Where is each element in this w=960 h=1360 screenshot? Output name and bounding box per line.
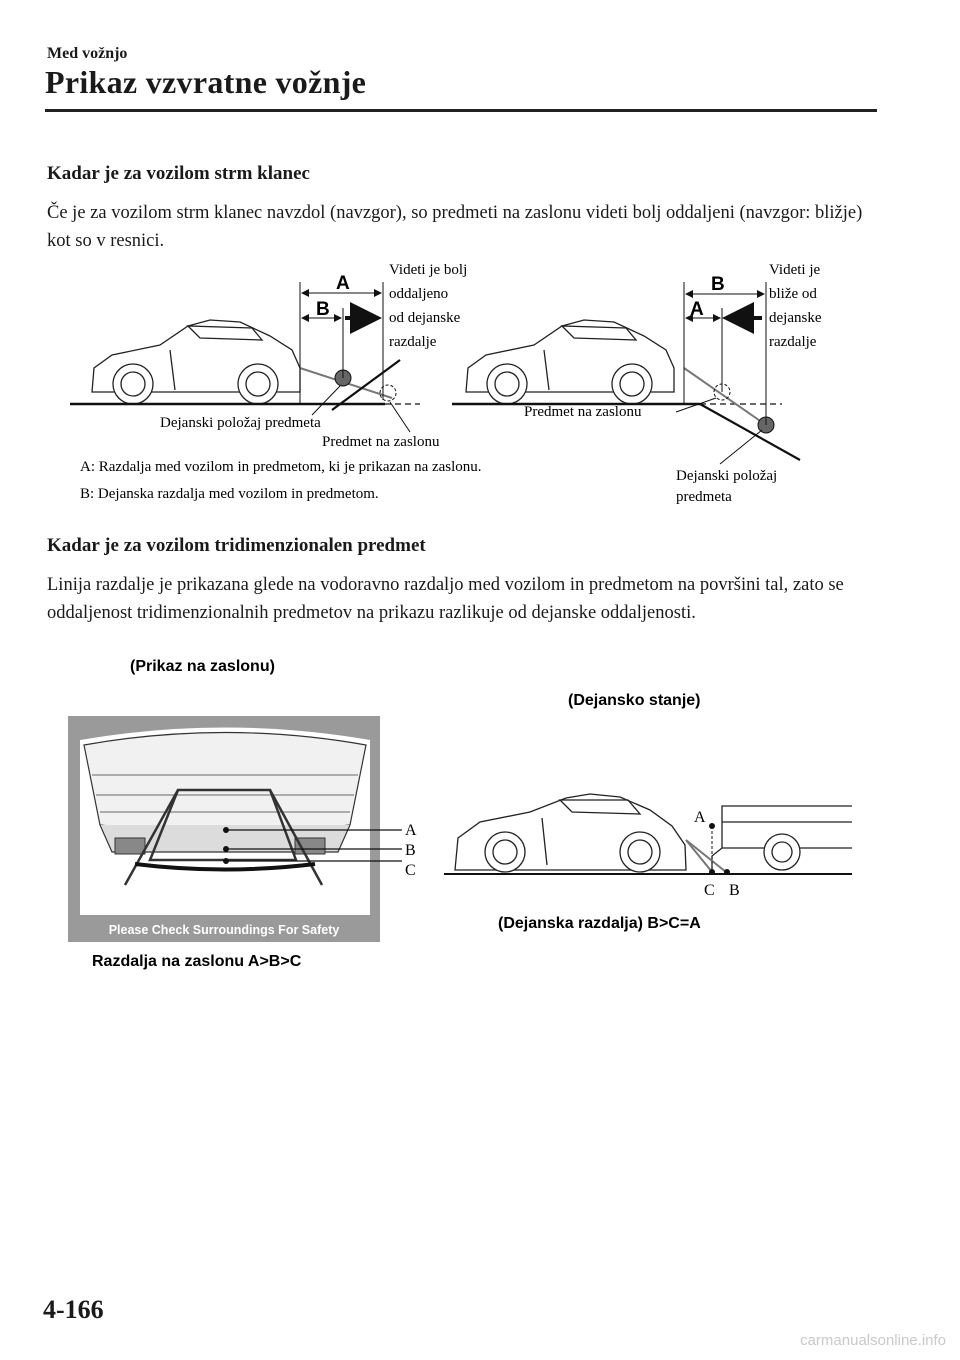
right-note: Videti je bliže od dejanske razdalje bbox=[769, 262, 822, 350]
slope-diagram bbox=[0, 250, 960, 515]
right-screen-label: Predmet na zaslonu bbox=[524, 404, 642, 420]
screen-letter-c: C bbox=[405, 862, 416, 879]
left-actual-leader bbox=[312, 386, 340, 415]
screen-safety-banner: Please Check Surroundings For Safety bbox=[108, 923, 340, 937]
screen-letter-a: A bbox=[405, 822, 417, 839]
actual-distance: (Dejanska razdalja) B>C=A bbox=[498, 915, 701, 932]
left-screen-leader bbox=[390, 402, 410, 432]
left-screen-label: Predmet na zaslonu bbox=[322, 434, 440, 450]
legend-b: B: Dejanska razdalja med vozilom in predmetom. bbox=[80, 486, 379, 502]
section2-paragraph: Linija razdalje je prikazana glede na vodoravno razdaljo med vozilom in predmetom na površini tal, zato se oddaljenost tridimenzionalnih predmetov na prikazu razlikuje od dejanske oddaljenosti. bbox=[47, 575, 844, 623]
actual-car-illustration bbox=[455, 794, 686, 872]
left-actual-label: Dejanski položaj predmeta bbox=[160, 415, 321, 431]
page-title: Prikaz vzvratne vožnje bbox=[45, 64, 367, 100]
right-sight-line bbox=[684, 368, 766, 425]
page-number: 4-166 bbox=[43, 1295, 104, 1324]
section1-heading: Kadar je za vozilom strm klanec bbox=[47, 163, 310, 184]
right-actual-leader bbox=[720, 430, 762, 464]
section-label: Med vožnjo bbox=[47, 45, 128, 62]
right-slope-line bbox=[700, 404, 800, 460]
actual-point-a bbox=[709, 823, 715, 829]
section1-paragraph: Če je za vozilom strm klanec navzdol (navzgor), so predmeti na zaslonu videti bolj oddaljeni (navzgor: bližje) kot so v resnici. bbox=[47, 203, 863, 251]
screen-letter-b: B bbox=[405, 842, 416, 859]
left-letter-b: B bbox=[316, 299, 330, 320]
left-note: Videti je bolj oddaljeno od dejanske razdalje bbox=[389, 262, 468, 350]
actual-point-c bbox=[709, 869, 715, 875]
actual-letter-b: B bbox=[729, 882, 740, 899]
left-screen-object bbox=[380, 385, 396, 401]
actual-letter-a: A bbox=[694, 809, 706, 826]
actual-caption: (Dejansko stanje) bbox=[568, 692, 701, 709]
section2-heading: Kadar je za vozilom tridimenzionalen predmet bbox=[47, 535, 426, 556]
screen-caption: (Prikaz na zaslonu) bbox=[130, 658, 275, 675]
right-letter-a: A bbox=[690, 299, 704, 320]
legend-a: A: Razdalja med vozilom in predmetom, ki je prikazan na zaslonu. bbox=[80, 459, 482, 475]
actual-point-b bbox=[724, 869, 730, 875]
three-d-object-diagram bbox=[0, 650, 960, 980]
trailer-illustration bbox=[712, 806, 852, 870]
actual-sight-line-b bbox=[686, 840, 726, 872]
right-car-illustration bbox=[466, 320, 674, 404]
left-letter-a: A bbox=[336, 273, 350, 294]
right-actual-label: Dejanski položaj predmeta bbox=[676, 468, 778, 505]
actual-sight-line-c bbox=[686, 840, 712, 872]
actual-letter-c: C bbox=[704, 882, 715, 899]
right-letter-b: B bbox=[711, 274, 725, 295]
title-rule bbox=[45, 109, 877, 112]
watermark: carmanualsonline.info bbox=[800, 1332, 946, 1349]
left-car-illustration bbox=[92, 320, 300, 404]
screen-distance: Razdalja na zaslonu A>B>C bbox=[92, 953, 302, 970]
